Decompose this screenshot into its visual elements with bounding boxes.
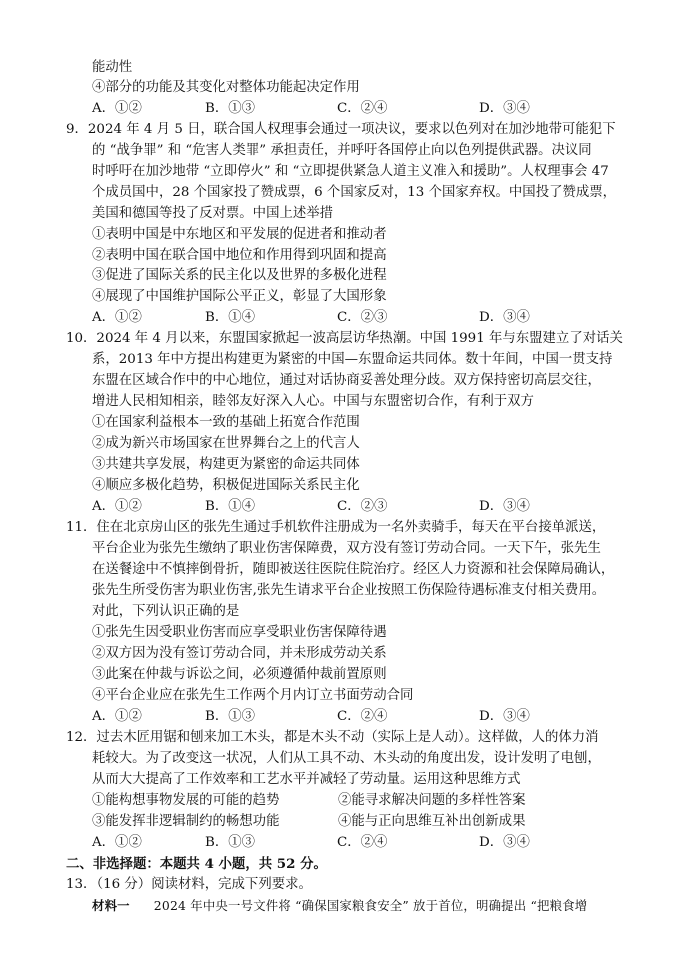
q10-stem-line: 东盟在区域合作中的中心地位，通过对话协商妥善处理分歧。双方保持密切高层交往， bbox=[92, 373, 601, 388]
option-a[interactable]: A．①② bbox=[92, 499, 142, 514]
q10-stem-line: 增进人民相知相亲，睦邻友好深入人心。中国与东盟密切合作，有利于双方 bbox=[92, 394, 534, 409]
q12-stem-line: 从而大大提高了工作效率和工艺水平并减轻了劳动量。运用这种思维方式 bbox=[92, 772, 521, 787]
q9-item: ③促进了国际关系的民主化以及世界的多极化进程 bbox=[92, 268, 387, 283]
q11-item: ①张先生因受职业伤害而应享受职业伤害保障待遇 bbox=[92, 625, 387, 640]
q9-stem-line: 9．2024 年 4 月 5 日，联合国人权理事会通过一项决议，要求以色列对在加沙地带可能犯下 bbox=[66, 122, 616, 137]
option-b[interactable]: B．①③ bbox=[205, 101, 256, 116]
q11-item: ④平台企业应在张先生工作两个月内订立书面劳动合同 bbox=[92, 688, 414, 703]
q11-stem-line: 在送餐途中不慎摔倒骨折，随即被送往医院住院治疗。经区人力资源和社会保障局确认， bbox=[92, 562, 615, 577]
q12-item: ③能发挥非逻辑制约的畅想功能 bbox=[92, 814, 280, 829]
option-c[interactable]: C．②④ bbox=[337, 835, 388, 850]
q10-item: ④顺应多极化趋势，积极促进国际关系民主化 bbox=[92, 478, 360, 493]
q11-item: ③此案在仲裁与诉讼之间，必须遵循仲裁前置原则 bbox=[92, 667, 387, 682]
material-label: 材料一 bbox=[92, 898, 130, 913]
option-a[interactable]: A．①② bbox=[92, 835, 142, 850]
q13-heading: 13．（16 分）阅读材料，完成下列要求。 bbox=[66, 877, 312, 892]
option-c[interactable]: C．②③ bbox=[337, 310, 388, 325]
q12-item: ④能与正向思维互补出创新成果 bbox=[338, 814, 526, 829]
q10-stem-line: 10．2024 年 4 月以来，东盟国家掀起一波高层访华热潮。中国 1991 年与东盟建立了对话关 bbox=[66, 331, 623, 346]
q11-item: ②双方因为没有签订劳动合同，并未形成劳动关系 bbox=[92, 646, 387, 661]
q9-stem-line: 美国和德国等投了反对票。中国上述举措 bbox=[92, 206, 334, 221]
q11-stem-line: 11．住在北京房山区的张先生通过手机软件注册成为一名外卖骑手，每天在平台接单派送， bbox=[66, 520, 606, 535]
option-b[interactable]: B．①③ bbox=[205, 835, 256, 850]
q13-material-line bbox=[92, 896, 587, 916]
q12-item: ①能构想事物发展的可能的趋势 bbox=[92, 793, 280, 808]
q9-stem-line: 个成员国中，28 个国家投了赞成票，6 个国家反对，13 个国家弃权。中国投了赞成票， bbox=[92, 185, 617, 200]
option-a[interactable]: A．①② bbox=[92, 709, 142, 724]
option-c[interactable]: C．②④ bbox=[337, 101, 388, 116]
q10-item: ①在国家利益根本一致的基础上拓宽合作范围 bbox=[92, 415, 360, 430]
option-d[interactable]: D．③④ bbox=[479, 499, 530, 514]
option-a[interactable]: A．①② bbox=[92, 310, 142, 325]
q12-item: ②能寻求解决问题的多样性答案 bbox=[338, 793, 526, 808]
option-d[interactable]: D．③④ bbox=[479, 101, 530, 116]
option-b[interactable]: B．①④ bbox=[205, 499, 256, 514]
q11-stem-line: 对此，下列认识正确的是 bbox=[92, 604, 240, 619]
q10-item: ③共建共享发展，构建更为紧密的命运共同体 bbox=[92, 457, 360, 472]
q9-stem-line: 的 “战争罪” 和 “危害人类罪” 承担责任，并呼吁各国停止向以色列提供武器。决议同 bbox=[92, 143, 592, 158]
option-b[interactable]: B．①④ bbox=[205, 310, 256, 325]
option-d[interactable]: D．③④ bbox=[479, 709, 530, 724]
q9-item: ②表明中国在联合国中地位和作用得到巩固和提高 bbox=[92, 248, 387, 263]
q12-stem-line: 12．过去木匠用锯和刨来加工木头，都是木头不动（实际上是人动）。这样做，人的体力消 bbox=[66, 730, 599, 745]
q10-stem-line: 系，2013 年中方提出构建更为紧密的中国—东盟命运共同体。数十年间，中国一贯支持 bbox=[92, 352, 613, 367]
q12-stem-line: 耗较大。为了改变这一状况，人们从工具不动、木头动的角度出发，设计发明了电刨， bbox=[92, 751, 601, 766]
q10-item: ②成为新兴市场国家在世界舞台之上的代言人 bbox=[92, 436, 360, 451]
material-text: 2024 年中央一号文件将 “确保国家粮食安全” 放于首位，明确提出 “把粮食增 bbox=[153, 898, 588, 913]
q9-stem-line: 时呼吁在加沙地带 “立即停火” 和 “立即提供紧急人道主义准入和援助”。人权理事会 47 bbox=[92, 164, 609, 179]
option-d[interactable]: D．③④ bbox=[479, 310, 530, 325]
option-d[interactable]: D．③④ bbox=[479, 835, 530, 850]
option-b[interactable]: B．①③ bbox=[205, 709, 256, 724]
option-c[interactable]: C．②③ bbox=[337, 499, 388, 514]
q9-item: ④展现了中国维护国际公平正义，彰显了大国形象 bbox=[92, 289, 387, 304]
option-c[interactable]: C．②④ bbox=[337, 709, 388, 724]
q11-stem-line: 平台企业为张先生缴纳了职业伤害保障费，双方没有签订劳动合同。一天下午，张先生 bbox=[92, 541, 601, 556]
option-a[interactable]: A．①② bbox=[92, 101, 142, 116]
continuation-item: ④部分的功能及其变化对整体功能起决定作用 bbox=[92, 80, 360, 95]
q9-item: ①表明中国是中东地区和平发展的促进者和推动者 bbox=[92, 227, 387, 242]
q11-stem-line: 张先生所受伤害为职业伤害,张先生请求平台企业按照工伤保险待遇标准支付相关费用。 bbox=[92, 583, 606, 598]
section-heading: 二、非选择题：本题共 4 小题，共 52 分。 bbox=[66, 856, 327, 872]
continuation-text: 能动性 bbox=[92, 60, 133, 75]
